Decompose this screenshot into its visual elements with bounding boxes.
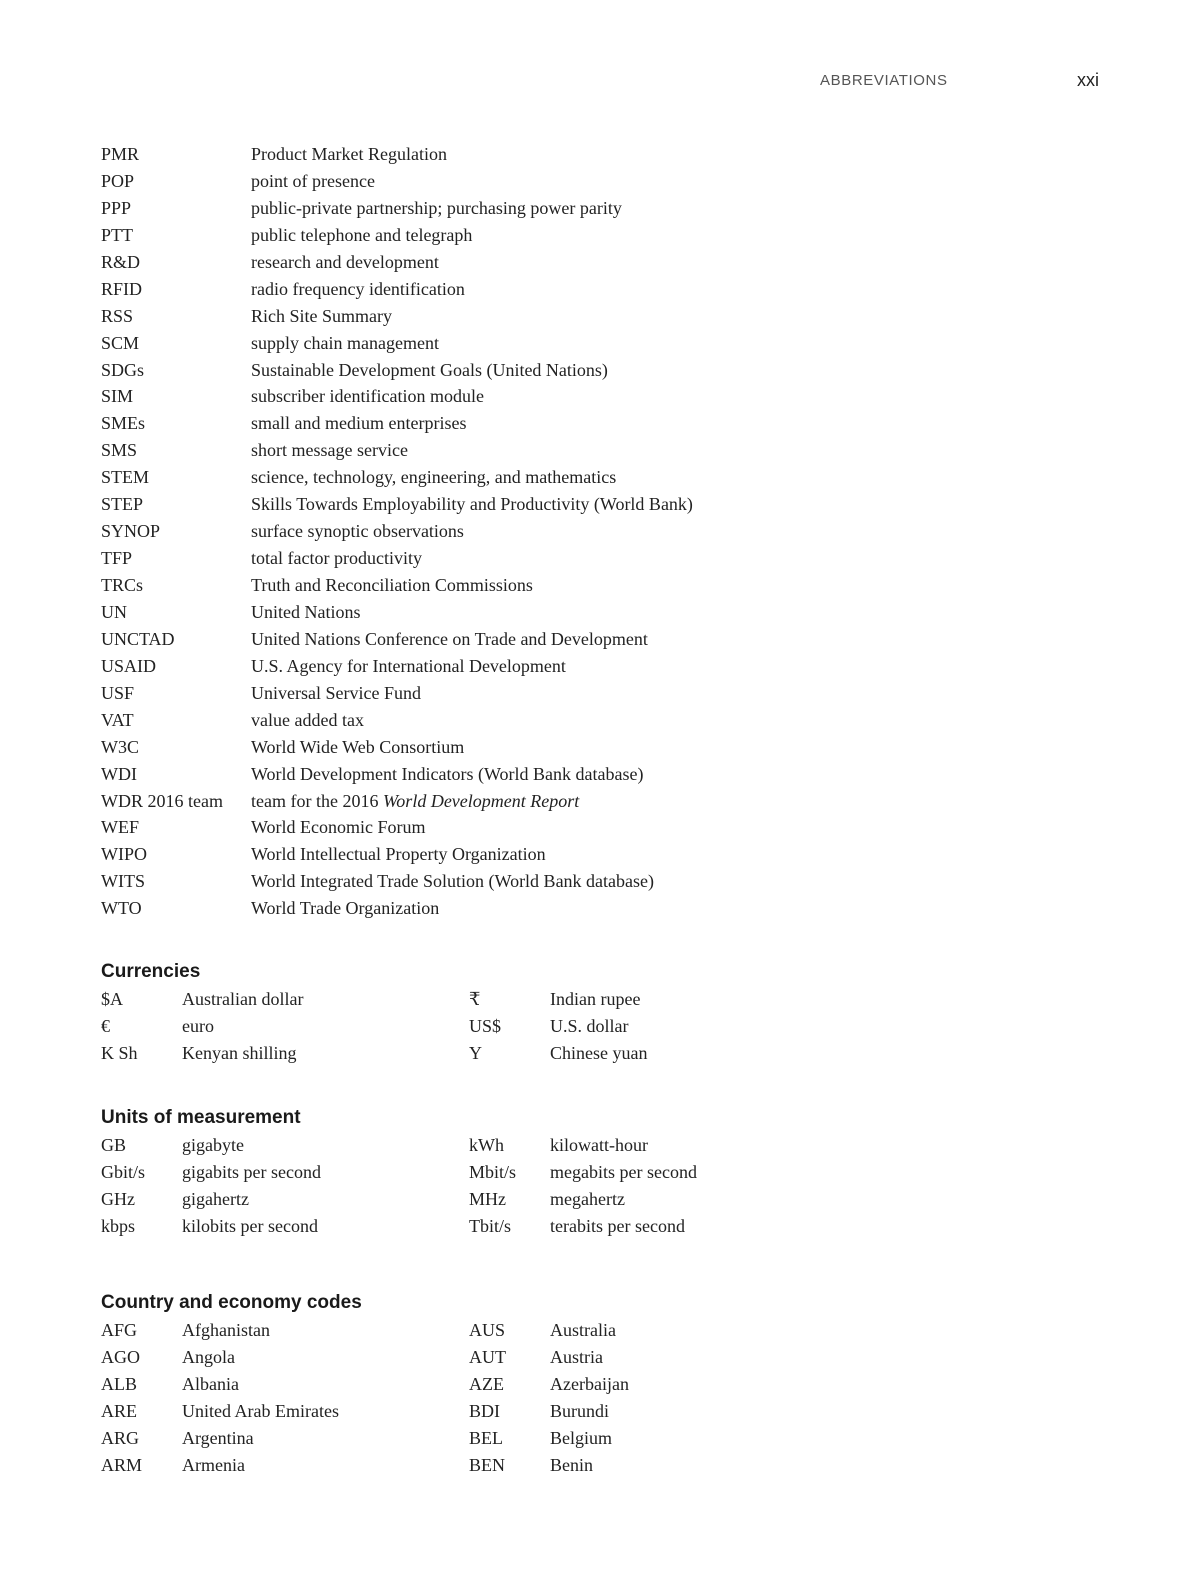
code-term: AGO bbox=[101, 1347, 140, 1367]
abbreviation-row bbox=[101, 707, 1001, 734]
abbreviation-definition-text: radio frequency identification bbox=[251, 278, 465, 299]
abbreviation-definition bbox=[251, 895, 439, 922]
abbreviation-term: SDGs bbox=[101, 359, 145, 380]
abbreviation-definition bbox=[251, 303, 392, 330]
code-term: AUS bbox=[469, 1320, 506, 1340]
abbreviation-definition-text: World Wide Web Consortium bbox=[251, 736, 465, 757]
abbreviation-definition-text: Product Market Regulation bbox=[251, 144, 447, 164]
abbreviation-term: WEF bbox=[101, 817, 139, 838]
abbreviation-row bbox=[101, 195, 1001, 222]
code-term: € bbox=[101, 1016, 110, 1036]
code-name: Australian dollar bbox=[182, 989, 304, 1009]
abbreviation-row bbox=[101, 168, 1001, 195]
abbreviation-term: PTT bbox=[101, 224, 134, 245]
abbreviation-definition-text: surface synoptic observations bbox=[251, 521, 464, 542]
code-name: Albania bbox=[182, 1374, 239, 1394]
code-term: GB bbox=[101, 1135, 127, 1155]
abbreviation-definition bbox=[251, 330, 439, 357]
code-name: kilobits per second bbox=[182, 1216, 318, 1236]
abbreviation-term: VAT bbox=[101, 709, 134, 730]
code-term: GHz bbox=[101, 1189, 135, 1209]
abbreviation-definition bbox=[251, 276, 465, 303]
page-number: xxi bbox=[1077, 70, 1099, 90]
abbreviation-term: STEP bbox=[101, 494, 144, 515]
abbreviation-row bbox=[101, 734, 1001, 761]
abbreviation-row bbox=[101, 357, 1001, 384]
abbreviation-definition bbox=[251, 383, 484, 410]
code-name: kilowatt-hour bbox=[550, 1135, 648, 1155]
code-term: BEN bbox=[469, 1455, 505, 1475]
code-name: gigabyte bbox=[182, 1135, 244, 1155]
code-name: Angola bbox=[182, 1347, 235, 1367]
abbreviation-term: USF bbox=[101, 682, 135, 703]
code-term: ARE bbox=[101, 1401, 137, 1421]
abbreviation-row bbox=[101, 653, 1001, 680]
code-name: Belgium bbox=[550, 1428, 612, 1448]
abbreviation-term: TFP bbox=[101, 548, 133, 569]
abbreviation-row bbox=[101, 464, 1001, 491]
abbreviation-term: UNCTAD bbox=[101, 628, 175, 649]
abbreviation-term: WDR 2016 team bbox=[101, 790, 223, 811]
code-name: Benin bbox=[550, 1455, 593, 1475]
abbreviation-definition bbox=[251, 814, 426, 841]
abbreviation-row bbox=[101, 545, 1001, 572]
abbreviation-definition-text: Universal Service Fund bbox=[251, 682, 421, 703]
abbreviation-term: W3C bbox=[101, 736, 139, 757]
abbreviation-definition bbox=[251, 761, 643, 788]
code-term: $A bbox=[101, 989, 123, 1009]
abbreviation-definition bbox=[251, 491, 693, 518]
code-name: euro bbox=[182, 1016, 214, 1036]
abbreviation-row bbox=[101, 518, 1001, 545]
abbreviation-term: SIM bbox=[101, 386, 134, 407]
abbreviation-definition bbox=[251, 222, 472, 249]
abbreviation-definition bbox=[251, 410, 466, 437]
abbreviation-row bbox=[101, 222, 1001, 249]
abbreviation-term: WDI bbox=[101, 763, 137, 784]
code-name: Afghanistan bbox=[182, 1320, 270, 1340]
code-name: Argentina bbox=[182, 1428, 254, 1448]
abbreviation-row bbox=[101, 491, 1001, 518]
abbreviation-definition-text: supply chain management bbox=[251, 332, 439, 353]
abbreviation-row bbox=[101, 410, 1001, 437]
abbreviation-definition bbox=[251, 653, 566, 680]
abbreviation-definition-text: point of presence bbox=[251, 170, 375, 191]
code-name: Burundi bbox=[550, 1401, 610, 1421]
abbreviation-definition-text: World Integrated Trade Solution (World Bank database) bbox=[251, 871, 655, 892]
abbreviation-definition bbox=[251, 626, 648, 653]
code-name: Austria bbox=[550, 1347, 603, 1367]
abbreviation-definition-text: public-private partnership; purchasing power parity bbox=[251, 197, 622, 218]
units-heading: Units of measurement bbox=[101, 1107, 301, 1128]
abbreviation-definition-text: team for the 2016 bbox=[251, 790, 383, 811]
abbreviation-term: PPP bbox=[101, 197, 132, 218]
abbreviation-definition-text: Rich Site Summary bbox=[251, 305, 392, 326]
code-name: Chinese yuan bbox=[550, 1043, 648, 1063]
units-section bbox=[101, 1104, 1001, 1236]
abbreviation-term: POP bbox=[101, 170, 135, 191]
abbreviation-definition-text: World Economic Forum bbox=[251, 817, 426, 838]
abbreviation-definition-text: Sustainable Development Goals (United Nations) bbox=[251, 359, 608, 380]
code-term: Tbit/s bbox=[469, 1216, 512, 1236]
abbreviation-definition-text: small and medium enterprises bbox=[251, 413, 467, 434]
code-name: gigabits per second bbox=[182, 1162, 321, 1182]
abbreviation-definition bbox=[251, 788, 579, 815]
abbreviation-definition bbox=[251, 599, 361, 626]
code-term: BEL bbox=[469, 1428, 503, 1448]
abbreviation-definition-text: research and development bbox=[251, 251, 439, 272]
abbreviation-row bbox=[101, 303, 1001, 330]
abbreviation-row bbox=[101, 572, 1001, 599]
abbreviation-definition bbox=[251, 168, 375, 195]
code-term: ALB bbox=[101, 1374, 137, 1394]
code-term: ARG bbox=[101, 1428, 140, 1448]
abbreviation-definition-text: U.S. Agency for International Development bbox=[251, 655, 566, 676]
abbreviation-row bbox=[101, 437, 1001, 464]
abbreviation-term: PMR bbox=[101, 144, 140, 164]
abbreviation-row bbox=[101, 330, 1001, 357]
abbreviation-term: SMEs bbox=[101, 413, 146, 434]
code-name: United Arab Emirates bbox=[182, 1401, 339, 1421]
code-name: Armenia bbox=[182, 1455, 245, 1475]
abbreviation-definition bbox=[251, 734, 464, 761]
code-term: AFG bbox=[101, 1320, 138, 1340]
abbreviation-definition-italic: World Development Report bbox=[382, 790, 580, 811]
abbreviation-definition-text: short message service bbox=[251, 440, 408, 461]
code-term: K Sh bbox=[101, 1043, 138, 1063]
abbreviation-definition-text: World Intellectual Property Organization bbox=[251, 844, 546, 865]
code-name: Australia bbox=[550, 1320, 616, 1340]
abbreviation-row bbox=[101, 383, 1001, 410]
code-term: AUT bbox=[469, 1347, 506, 1367]
abbreviation-row bbox=[101, 276, 1001, 303]
abbreviation-term: WITS bbox=[101, 871, 145, 892]
code-name: U.S. dollar bbox=[550, 1016, 629, 1036]
abbreviation-definition-text: public telephone and telegraph bbox=[251, 224, 473, 245]
currencies-heading: Currencies bbox=[101, 961, 201, 982]
abbreviation-row bbox=[101, 868, 1001, 895]
abbreviation-term: RSS bbox=[101, 305, 134, 326]
abbreviation-definition bbox=[251, 868, 654, 895]
abbreviation-term: SCM bbox=[101, 332, 140, 353]
abbreviation-definition bbox=[251, 464, 616, 491]
code-term: kbps bbox=[101, 1216, 136, 1236]
abbreviation-definition-text: United Nations Conference on Trade and Development bbox=[251, 628, 648, 649]
abbreviation-definition-text: Skills Towards Employability and Productivity (World Bank) bbox=[251, 494, 693, 515]
country-codes-section bbox=[101, 1289, 1001, 1475]
code-term: BDI bbox=[469, 1401, 500, 1421]
code-name: megahertz bbox=[550, 1189, 625, 1209]
abbreviation-term: SYNOP bbox=[101, 521, 161, 542]
code-name: megabits per second bbox=[550, 1162, 697, 1182]
code-term: MHz bbox=[469, 1189, 506, 1209]
code-term: Gbit/s bbox=[101, 1162, 146, 1182]
abbreviation-term: R&D bbox=[101, 251, 141, 272]
abbreviation-definition-text: value added tax bbox=[251, 709, 364, 730]
abbreviation-definition bbox=[251, 518, 464, 545]
running-head bbox=[0, 70, 1200, 94]
abbreviation-definition bbox=[251, 707, 364, 734]
country-codes-heading: Country and economy codes bbox=[101, 1292, 362, 1313]
abbreviation-definition-text: Truth and Reconciliation Commissions bbox=[251, 575, 533, 595]
code-name: Indian rupee bbox=[550, 989, 641, 1009]
abbreviation-definition-text: United Nations bbox=[251, 601, 361, 622]
abbreviation-row bbox=[101, 841, 1001, 868]
abbreviation-term: WTO bbox=[101, 898, 142, 919]
abbreviation-definition bbox=[251, 545, 422, 572]
code-term: kWh bbox=[469, 1135, 504, 1155]
abbreviation-definition-text: World Development Indicators (World Bank database) bbox=[251, 763, 644, 784]
abbreviation-row bbox=[101, 249, 1001, 276]
code-name: Kenyan shilling bbox=[182, 1043, 297, 1063]
abbreviation-row bbox=[101, 895, 1001, 922]
abbreviation-definition bbox=[251, 680, 421, 707]
abbreviation-row bbox=[101, 626, 1001, 653]
code-term: ARM bbox=[101, 1455, 143, 1475]
abbreviation-row bbox=[101, 814, 1001, 841]
abbreviation-definition-text: subscriber identification module bbox=[251, 386, 484, 407]
abbreviation-definition-text: World Trade Organization bbox=[251, 898, 440, 919]
code-term: ₹ bbox=[469, 989, 481, 1009]
abbreviation-term: RFID bbox=[101, 278, 143, 299]
abbreviation-list bbox=[101, 141, 1001, 922]
code-name: Azerbaijan bbox=[550, 1374, 629, 1394]
code-term: US$ bbox=[469, 1016, 502, 1036]
abbreviation-term: STEM bbox=[101, 467, 150, 488]
abbreviation-term: TRCs bbox=[101, 575, 144, 595]
abbreviation-term: UN bbox=[101, 601, 127, 622]
abbreviation-row bbox=[101, 761, 1001, 788]
abbreviation-term: SMS bbox=[101, 440, 138, 461]
abbreviation-definition-text: science, technology, engineering, and mathematics bbox=[251, 467, 617, 488]
code-term: Y bbox=[469, 1043, 482, 1063]
abbreviation-definition bbox=[251, 437, 408, 464]
abbreviation-row bbox=[101, 599, 1001, 626]
abbreviation-definition bbox=[251, 357, 608, 384]
abbreviation-row bbox=[101, 788, 1001, 815]
running-head-title: ABBREVIATIONS bbox=[820, 72, 948, 89]
currencies-section bbox=[101, 958, 1001, 1063]
abbreviation-row bbox=[101, 680, 1001, 707]
abbreviation-definition bbox=[251, 141, 447, 168]
abbreviation-definition bbox=[251, 195, 622, 222]
abbreviation-definition-text: total factor productivity bbox=[251, 548, 422, 569]
abbreviation-definition bbox=[251, 572, 533, 599]
abbreviation-term: WIPO bbox=[101, 844, 147, 865]
abbreviation-row bbox=[101, 141, 1001, 168]
abbreviation-definition bbox=[251, 249, 439, 276]
code-name: terabits per second bbox=[550, 1216, 685, 1236]
abbreviation-term: USAID bbox=[101, 655, 157, 676]
abbreviation-definition bbox=[251, 841, 546, 868]
code-name: gigahertz bbox=[182, 1189, 249, 1209]
code-term: AZE bbox=[469, 1374, 504, 1394]
code-term: Mbit/s bbox=[469, 1162, 517, 1182]
